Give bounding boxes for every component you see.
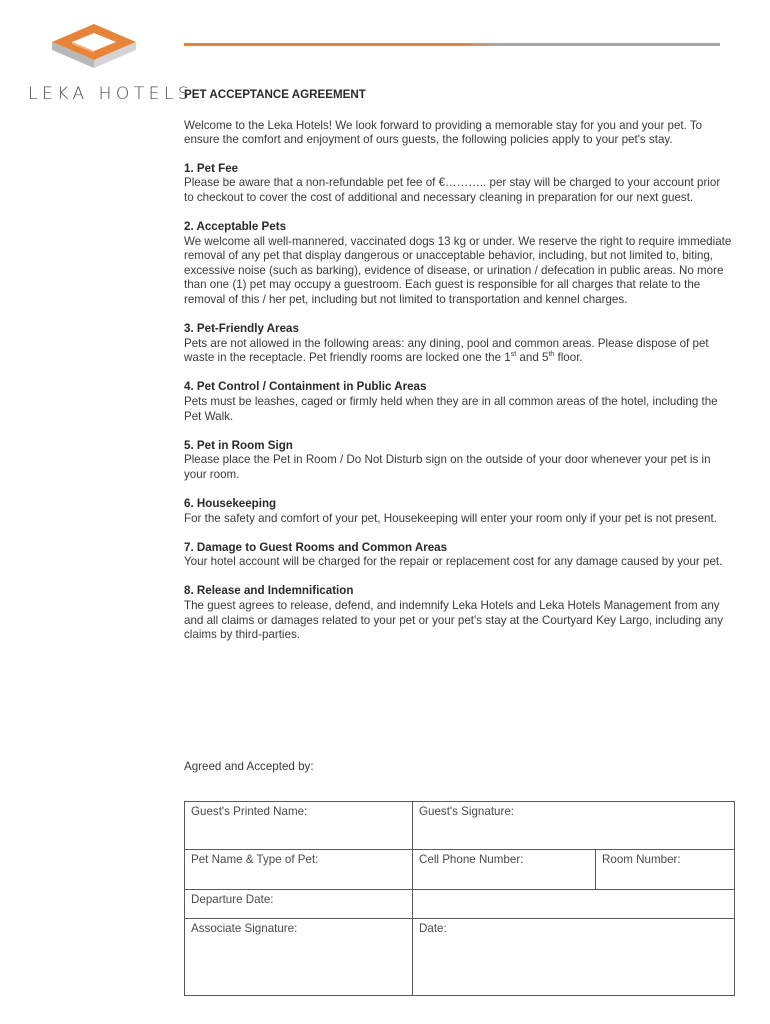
cell-phone-field[interactable] <box>413 850 596 890</box>
field-label: Date: <box>419 922 447 935</box>
ordinal-suffix: th <box>548 351 555 359</box>
field-label: Departure Date: <box>191 893 274 906</box>
section-pet-control <box>184 380 732 424</box>
signature-form <box>184 801 735 996</box>
section-acceptable-pets <box>184 220 732 308</box>
agreement-body <box>184 88 732 657</box>
field-label: Associate Signature: <box>191 922 298 935</box>
room-number-field[interactable] <box>596 850 735 890</box>
intro-paragraph: Welcome to the Leka Hotels! We look forward to providing a memorable stay for you and your pet. To ensure the comfort and enjoyment of ours guests, the following policies apply to your pet's stay. <box>184 118 703 147</box>
guest-name-field[interactable] <box>185 802 413 850</box>
section-housekeeping <box>184 497 732 526</box>
section-heading: 5. Pet in Room Sign <box>184 438 293 452</box>
field-label: Guest's Printed Name: <box>191 805 308 818</box>
section-body: We welcome all well-mannered, vaccinated dogs 13 kg or under. We reserve the right to require immediate removal of any pet that display dangerous or unacceptable behavior, including, but not limited to, biting, excessive noise (such as barking), evidence of disease, or urination / defecation in public areas. No more than one (1) pet may occupy a guestroom. Each guest is responsible for all charges that relate to the removal of this / her pet, including but not limited to transportation and kennel charges. <box>184 234 732 307</box>
section-pet-fee <box>184 162 732 206</box>
header-rule <box>184 43 720 46</box>
section-body: The guest agrees to release, defend, and indemnify Leka Hotels and Leka Hotels Management from any and all claims or damages related to your pet or your pet's stay at the Courtyard Key Largo, including any claims by third-parties. <box>184 598 724 642</box>
body-text: and 5 <box>516 351 549 365</box>
section-damage <box>184 541 732 570</box>
section-body: Please be aware that a non-refundable pet fee of €……….. per stay will be charged to your account prior to checkout to cover the cost of additional and necessary cleaning in preparation for our next guest. <box>184 176 721 204</box>
pet-name-field[interactable] <box>185 850 413 890</box>
body-text: Pets are not allowed in the following areas: any dining, pool and common areas. Please dispose of pet waste in the receptacle. Pet friendly rooms are locked one the 1 <box>184 336 709 365</box>
field-label: Guest's Signature: <box>419 805 515 818</box>
section-body: Pets must be leashes, caged or firmly held when they are in all common areas of the hotel, including the Pet Walk. <box>184 395 718 423</box>
departure-date-blank[interactable] <box>413 890 735 919</box>
section-heading: 2. Acceptable Pets <box>184 220 287 234</box>
departure-date-field[interactable] <box>185 890 413 919</box>
guest-signature-field[interactable] <box>413 802 735 850</box>
field-label: Pet Name & Type of Pet: <box>191 853 319 866</box>
ordinal-suffix: st <box>510 351 517 359</box>
section-body <box>184 337 732 366</box>
section-heading: 6. Housekeeping <box>184 496 277 510</box>
logo-mark-icon <box>48 22 140 70</box>
document-title: PET ACCEPTANCE AGREEMENT <box>184 88 366 101</box>
section-heading: 1. Pet Fee <box>184 161 239 175</box>
section-body: Please place the Pet in Room / Do Not Disturb sign on the outside of your door whenever your pet is in your room. <box>184 453 711 481</box>
section-body: For the safety and comfort of your pet, Housekeeping will enter your room only if your pet is not present. <box>184 511 717 525</box>
section-heading: 4. Pet Control / Containment in Public Areas <box>184 380 427 394</box>
section-pet-in-room-sign <box>184 439 732 483</box>
field-label: Room Number: <box>602 853 681 866</box>
date-field[interactable] <box>413 919 735 996</box>
brand-name: LEKA HOTELS <box>28 84 194 104</box>
associate-signature-field[interactable] <box>185 919 413 996</box>
section-heading: 7. Damage to Guest Rooms and Common Areas <box>184 540 448 554</box>
section-pet-friendly-areas <box>184 322 732 366</box>
field-label: Cell Phone Number: <box>419 853 524 866</box>
agreed-label: Agreed and Accepted by: <box>184 760 314 773</box>
section-heading: 8. Release and Indemnification <box>184 584 354 598</box>
section-heading: 3. Pet-Friendly Areas <box>184 322 299 336</box>
section-release <box>184 584 732 642</box>
body-text: floor. <box>554 351 583 365</box>
section-body: Your hotel account will be charged for the repair or replacement cost for any damage caused by your pet. <box>184 555 723 569</box>
